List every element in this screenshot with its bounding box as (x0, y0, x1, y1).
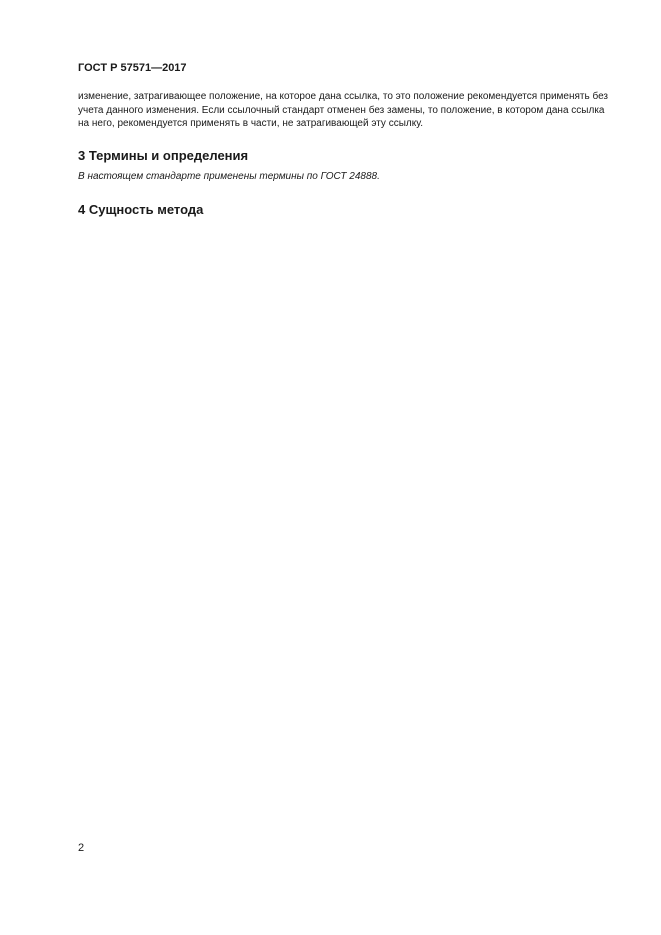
page-number: 2 (78, 842, 85, 854)
section-4-title: 4 Сущность метода (78, 202, 204, 217)
standard-code: ГОСТ Р 57571—2017 (78, 62, 187, 74)
intro-paragraph: изменение, затрагивающее положение, на которое дана ссылка, то это положение рекомендуется применять без учета данного изменения. Если ссылочный стандарт отменен без замены, то положение, в котором дана ссылка на него, рекомендуется применять в части, не затрагивающей эту ссылку. (78, 91, 609, 129)
section-3-text: В настоящем стандарте применены термины по ГОСТ 24888. (78, 171, 380, 182)
section-3-title: 3 Термины и определения (78, 148, 249, 163)
